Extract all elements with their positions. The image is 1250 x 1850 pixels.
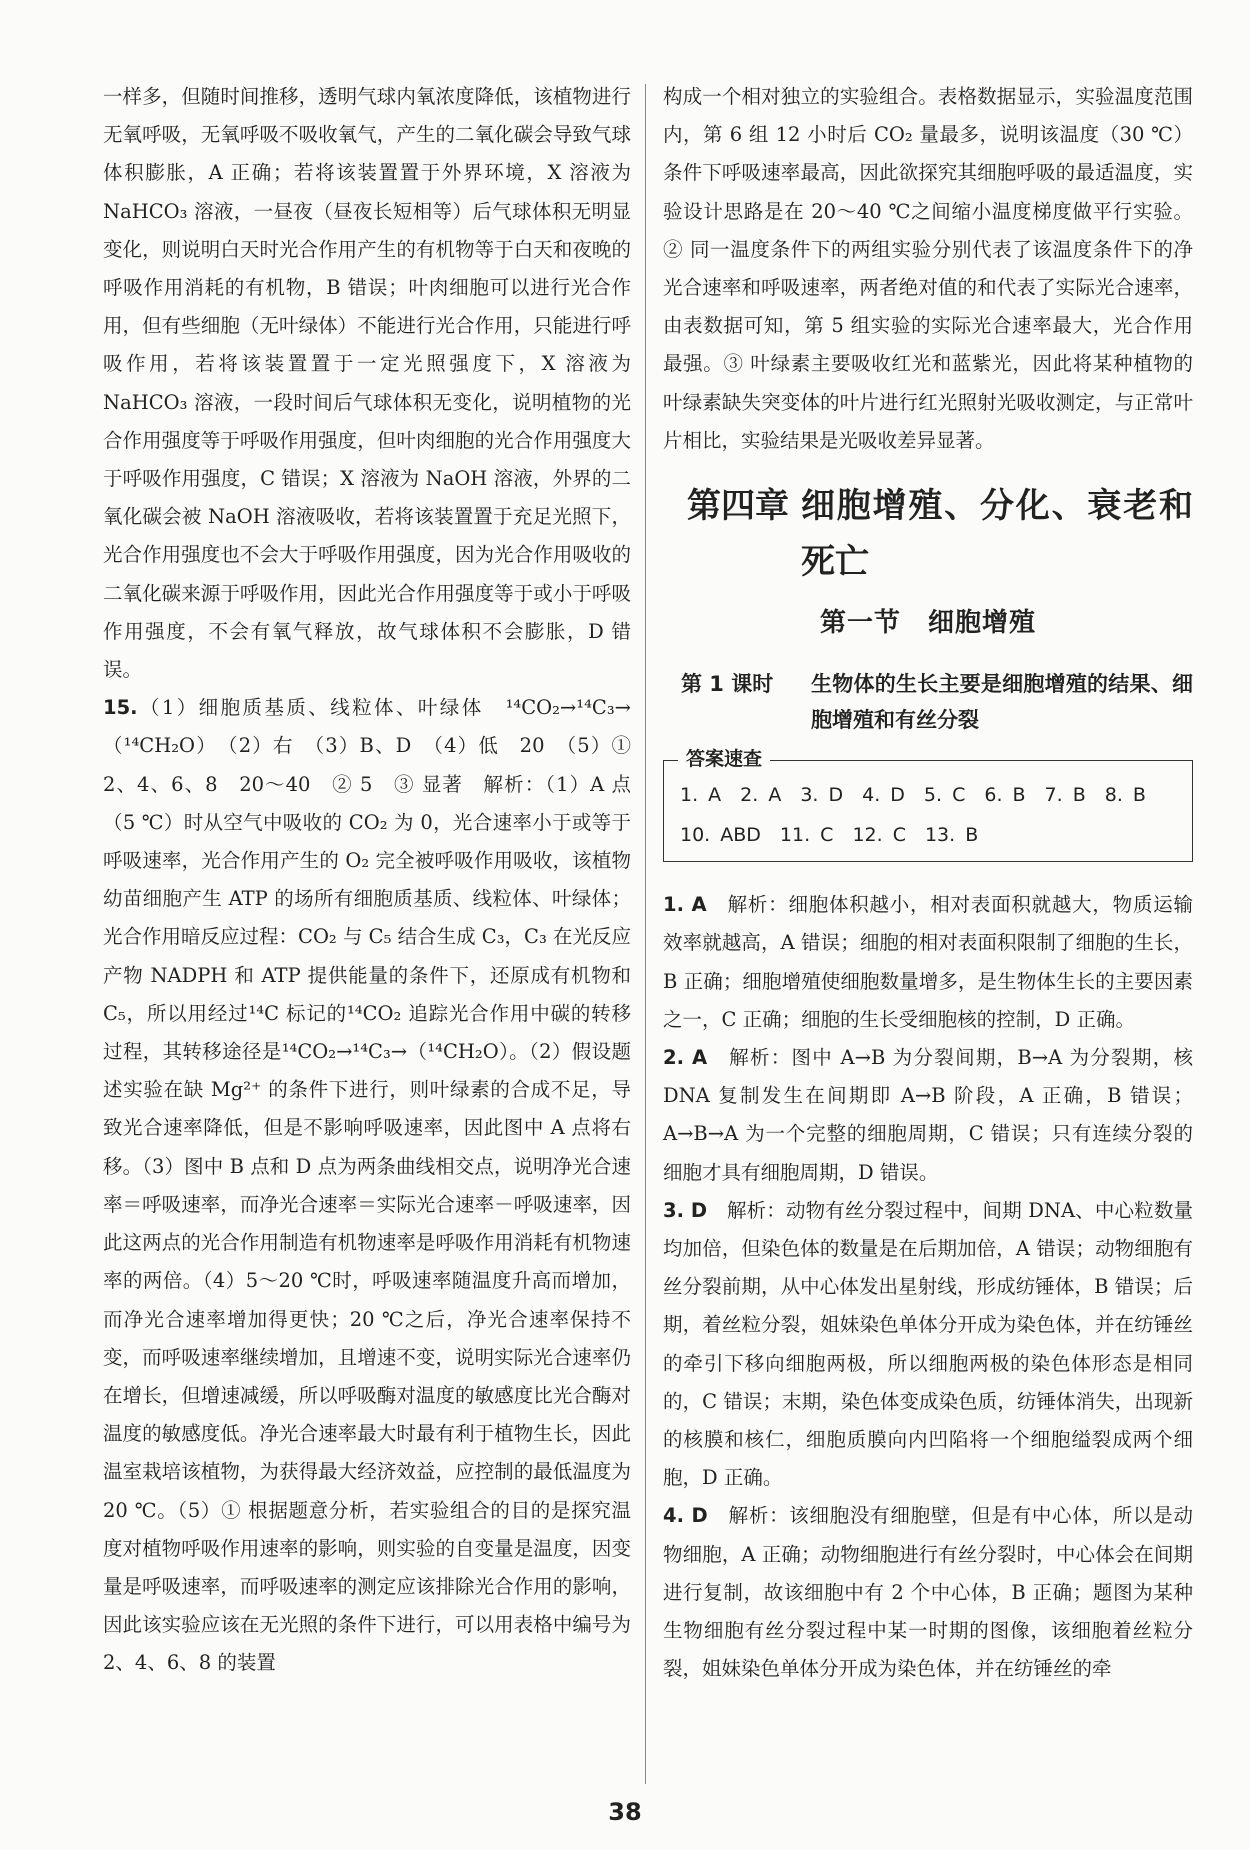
question-number: 2. A <box>663 1046 708 1070</box>
answer-3 <box>663 1192 1193 1498</box>
right-paragraph-1: 构成一个相对独立的实验组合。表格数据显示，实验温度范围内，第 6 组 12 小时后 CO₂ 量最多，说明该温度（30 ℃）条件下呼吸速率最高，因此欲探究其细胞呼吸的最适温度，实验设计思路是在 20～40 ℃之间缩小温度梯度做平行实验。② 同一温度条件下的两组实验分别代表了该温度条件下的净光合速率和呼吸速率，两者绝对值的和代表了实际光合速率，由表数据可知，第 5 组实验的实际光合速率最大，光合作用最强。③ 叶绿素主要吸收红光和蓝紫光，因此将某种植物的叶绿素缺失突变体的叶片进行红光照射光吸收测定，与正常叶片相比，实验结果是光吸收差异显著。 <box>663 85 1193 452</box>
answer-key-row: 10. ABD 11. C 12. C 13. B <box>680 824 979 847</box>
question-number: 1. A <box>663 893 707 917</box>
lesson-number: 第 1 课时 <box>681 672 774 697</box>
column-divider <box>645 84 646 1784</box>
answer-text: 解析：细胞体积越小，相对表面积就越大，物质运输效率就越高，A 错误；细胞的相对表面积限制了细胞的生长，B 正确；细胞增殖使细胞数量增多，是生物体生长的主要因素之一，C 正确；细胞的生长受细胞核的控制，D 正确。 <box>663 893 1193 1031</box>
question-number: 3. D <box>663 1198 708 1222</box>
chapter-heading <box>663 478 1193 590</box>
lesson-heading <box>663 666 1193 738</box>
left-paragraph-1: 一样多，但随时间推移，透明气球内氧浓度降低，该植物进行无氧呼吸，无氧呼吸不吸收氧气，产生的二氧化碳会导致气球体积膨胀，A 正确；若将该装置置于外界环境，X 溶液为 NaHCO₃ 溶液，一昼夜（昼夜长短相等）后气球体积无明显变化，则说明白天时光合作用产生的有机物等于白天和夜晚的呼吸作用消耗的有机物，B 错误；叶肉细胞可以进行光合作用，但有些细胞（无叶绿体）不能进行光合作用，只能进行呼吸作用，若将该装置置于一定光照强度下，X 溶液为 NaHCO₃ 溶液，一段时间后气球体积无变化，说明植物的光合作用强度等于呼吸作用强度，但叶肉细胞的光合作用强度大于呼吸作用强度，C 错误；X 溶液为 NaOH 溶液，外界的二氧化碳会被 NaOH 溶液吸收，若将该装置置于充足光照下，光合作用强度也不会大于呼吸作用强度，因为光合作用吸收的二氧化碳来源于呼吸作用，因此光合作用强度等于或小于呼吸作用强度，不会有氧气释放，故气球体积不会膨胀，D 错误。 <box>103 85 631 682</box>
right-column <box>663 78 1193 1689</box>
answer-key-box <box>663 748 1193 862</box>
question-number: 4. D <box>663 1504 708 1528</box>
page-number: 38 <box>608 1798 642 1826</box>
answer-key-row: 1. A 2. A 3. D 4. D 5. C 6. B 7. B 8. B <box>680 784 1146 807</box>
answer-key-label: 答案速查 <box>678 747 770 771</box>
answer-2 <box>663 1039 1193 1192</box>
chapter-title: 细胞增殖、分化、衰老和死亡 <box>801 486 1193 583</box>
lesson-title: 生物体的生长主要是细胞增殖的结果、细胞增殖和有丝分裂 <box>811 672 1193 733</box>
chapter-number: 第四章 <box>687 486 789 527</box>
question-number: 15. <box>103 696 138 720</box>
answer-text: 解析：动物有丝分裂过程中，间期 DNA、中心粒数量均加倍，但染色体的数量是在后期加倍，A 错误；动物细胞有丝分裂前期，从中心体发出星射线，形成纺锤体，B 错误；后期，着丝粒分裂，姐妹染色单体分开成为染色体，并在纺锤丝的牵引下移向细胞两极，所以细胞两极的染色体形态是相同的，C 错误；末期，染色体变成染色质，纺锤体消失，出现新的核膜和核仁，细胞质膜向内凹陷将一个细胞缢裂成两个细胞，D 正确。 <box>663 1198 1193 1490</box>
section-title: 第一节 细胞增殖 <box>819 608 1036 639</box>
answer-text: 解析：图中 A→B 为分裂间期，B→A 为分裂期，核 DNA 复制发生在间期即 A→B 阶段，A 正确，B 错误；A→B→A 为一个完整的细胞周期，C 错误；只有连续分裂的细胞才具有细胞周期，D 错误。 <box>663 1046 1193 1184</box>
answer-15 <box>103 689 631 1682</box>
answer-1 <box>663 886 1193 1039</box>
left-column <box>103 78 631 1683</box>
answer-4 <box>663 1497 1193 1688</box>
answer-text: 解析：该细胞没有细胞壁，但是有中心体，所以是动物细胞，A 正确；动物细胞进行有丝分裂时，中心体会在间期进行复制，故该细胞中有 2 个中心体，B 正确；题图为某种生物细胞有丝分裂过程中某一时期的图像，该细胞着丝粒分裂，姐妹染色单体分开成为染色体，并在纺锤丝的牵 <box>663 1504 1193 1681</box>
answer-text: （1）细胞质基质、线粒体、叶绿体 ¹⁴CO₂→¹⁴C₃→（¹⁴CH₂O） （2）右 （3）B、D （4）低 20 （5）① 2、4、6、8 20～40 ② 5 ③ 显著 解析：（1）A 点（5 ℃）时从空气中吸收的 CO₂ 为 0，光合速率小于或等于呼吸速率，光合作用产生的 O₂ 完全被呼吸作用吸收，该植物幼苗细胞产生 ATP 的场所有细胞质基质、线粒体、叶绿体；光合作用暗反应过程：CO₂ 与 C₅ 结合生成 C₃，C₃ 在光反应产物 NADPH 和 ATP 提供能量的条件下，还原成有机物和 C₅，所以用经过¹⁴C 标记的¹⁴CO₂ 追踪光合作用中碳的转移过程，其转移途径是¹⁴CO₂→¹⁴C₃→（¹⁴CH₂O）。（2）假设题述实验在缺 Mg²⁺ 的条件下进行，则叶绿素的合成不足，导致光合速率降低，但是不影响呼吸速率，因此图中 A 点将右移。（3）图中 B 点和 D 点为两条曲线相交点，说明净光合速率＝呼吸速率，而净光合速率＝实际光合速率－呼吸速率，因此这两点的光合作用制造有机物速率是呼吸作用消耗有机物速率的两倍。（4）5～20 ℃时，呼吸速率随温度升高而增加，而净光合速率增加得更快；20 ℃之后，净光合速率保持不变，而呼吸速率继续增加，且增速不变，说明实际光合速率仍在增长，但增速减缓，所以呼吸酶对温度的敏感度比光合酶对温度的敏感度低。净光合速率最大时最有利于植物生长，因此温室栽培该植物，为获得最大经济效益，应控制的最低温度为 20 ℃。（5）① 根据题意分析，若实验组合的目的是探究温度对植物呼吸作用速率的影响，则实验的自变量是温度，因变量是呼吸速率，而呼吸速率的测定应该排除光合作用的影响，因此该实验应该在无光照的条件下进行，可以用表格中编号为 2、4、6、8 的装置 <box>103 696 631 1675</box>
